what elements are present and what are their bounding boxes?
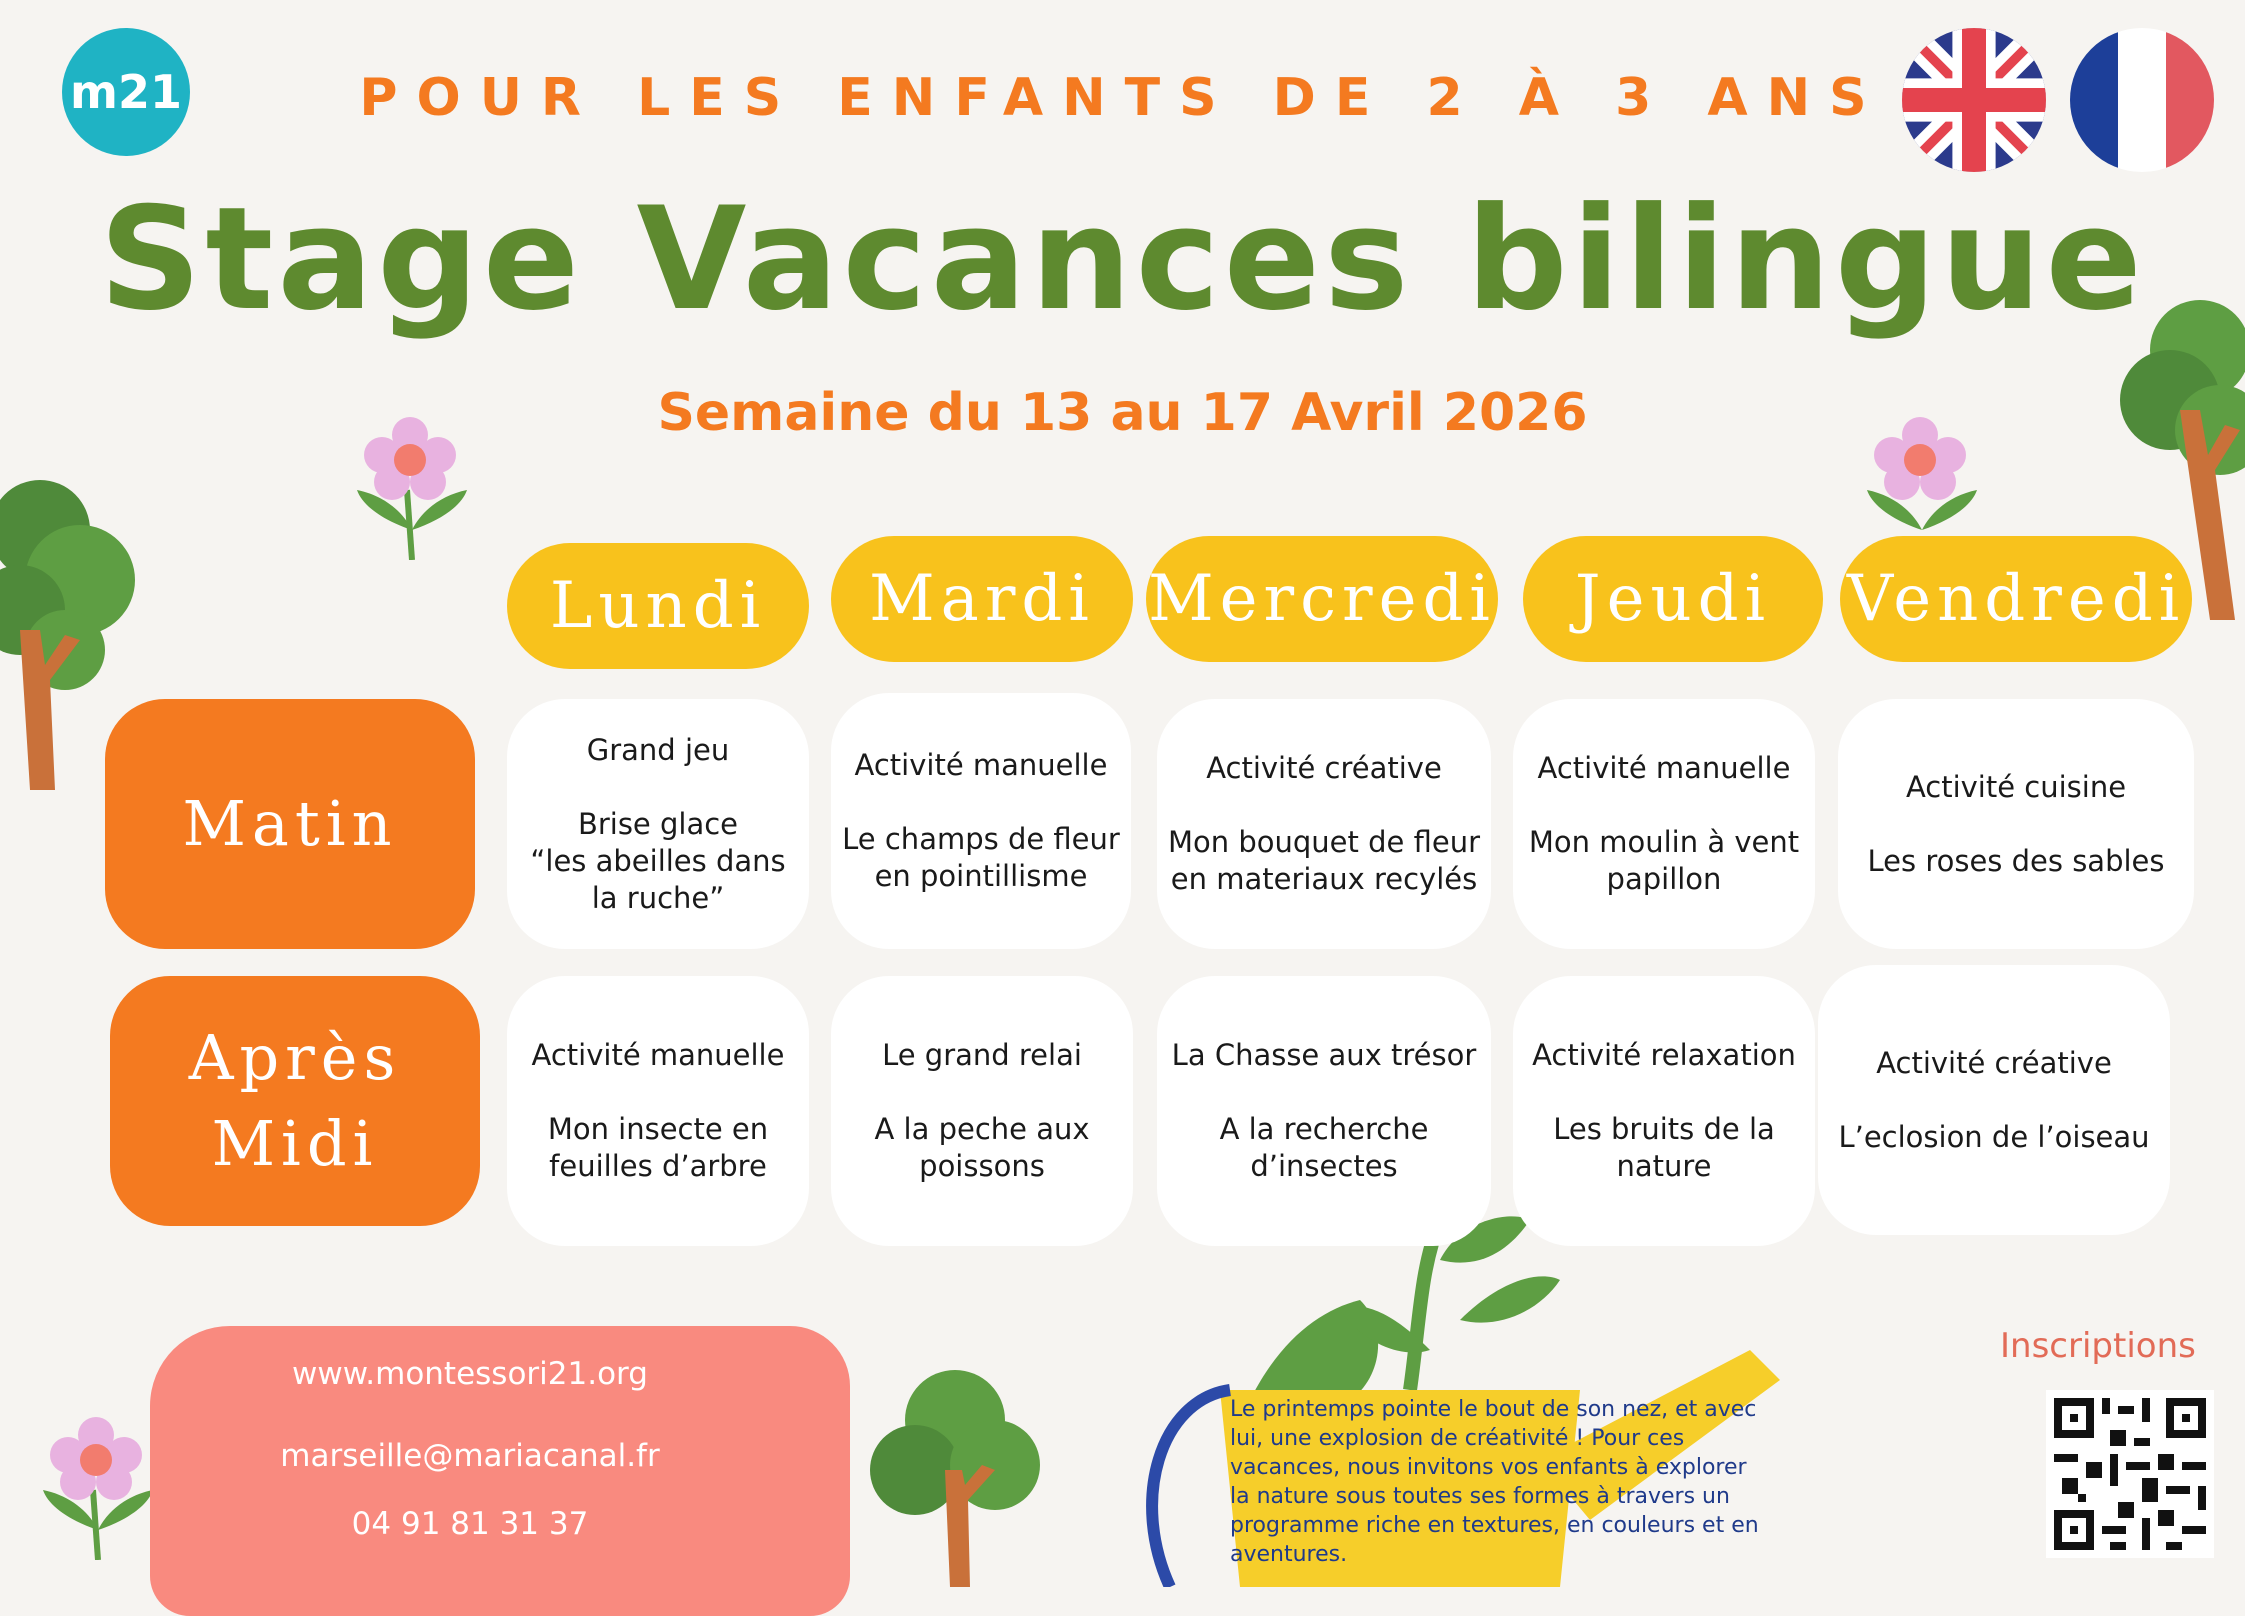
activity-cell-mercredi-apres-midi [1157, 976, 1491, 1246]
activity-type: Activité cuisine [1905, 769, 2127, 804]
activity-detail: A la recherche d’insectes [1219, 1112, 1429, 1183]
activity-detail: Mon bouquet de fleur en materiaux recylés [1168, 825, 1480, 896]
activity-cell-mardi-apres-midi [831, 976, 1133, 1246]
phone-number[interactable]: 04 91 81 31 37 [351, 1506, 589, 1542]
day-header-jeudi: Jeudi [1523, 536, 1823, 662]
page-title: Stage Vacances bilingue [99, 177, 2146, 342]
age-subtitle: POUR LES ENFANTS DE 2 À 3 ANS [359, 68, 1886, 128]
tree-icon [870, 1360, 1040, 1587]
activity-detail: L’eclosion de l’oiseau [1838, 1119, 2150, 1154]
activity-detail: Le champs de fleur en pointillisme [842, 822, 1120, 893]
activity-type: Activité manuelle [1537, 751, 1791, 785]
flower-icon [352, 410, 472, 560]
slot-label-matin: Matin [105, 699, 475, 949]
slot-label-apres-midi: Après Midi [110, 976, 480, 1226]
activity-type: La Chasse aux trésor [1171, 1038, 1477, 1072]
activity-detail: Les roses des sables [1867, 843, 2165, 878]
activity-type: Grand jeu [586, 732, 730, 767]
email-link[interactable]: marseille@mariacanal.fr [280, 1438, 660, 1474]
activity-detail: Les bruits de la nature [1553, 1112, 1775, 1183]
activity-detail: Mon insecte en feuilles d’arbre [547, 1112, 769, 1183]
inscriptions-label: Inscriptions [2000, 1326, 2196, 1366]
week-dates: Semaine du 13 au 17 Avril 2026 [657, 383, 1588, 443]
logo-text: m21 [70, 65, 182, 119]
activity-type: Activité relaxation [1532, 1038, 1796, 1072]
website-link[interactable]: www.montessori21.org [292, 1356, 648, 1392]
day-header-lundi: Lundi [507, 543, 809, 669]
activity-type: Activité manuelle [854, 748, 1108, 782]
day-header-vendredi: Vendredi [1840, 536, 2192, 662]
activity-detail: A la peche aux poissons [874, 1112, 1090, 1183]
activity-cell-lundi-apres-midi [507, 976, 809, 1246]
activity-cell-mercredi-matin [1157, 699, 1491, 949]
activity-cell-jeudi-apres-midi [1513, 976, 1815, 1246]
activity-cell-jeudi-matin [1513, 699, 1815, 949]
activity-cell-vendredi-matin [1838, 699, 2194, 949]
activity-type: Activité manuelle [531, 1038, 785, 1072]
activity-detail: Brise glace “les abeilles dans la ruche” [530, 806, 786, 915]
activity-type: Activité créative [1876, 1045, 2112, 1080]
activity-cell-vendredi-apres-midi [1818, 965, 2170, 1235]
contact-panel [150, 1326, 850, 1616]
qr-code-icon[interactable] [2046, 1390, 2214, 1558]
activity-type: Activité créative [1206, 751, 1442, 785]
spring-description: Le printemps pointe le bout de son nez, et avec lui, une explosion de créativité ! Pour ces vacances, nous invitons vos enfants à explorer la nature sous toutes ses formes à travers un programme riche en textures, en couleurs et en aventures. [1230, 1397, 1759, 1567]
activity-cell-mardi-matin [831, 693, 1131, 949]
activity-cell-lundi-matin [507, 699, 809, 949]
flower-icon [1862, 410, 1982, 540]
activity-type: Le grand relai [882, 1038, 1082, 1072]
flower-icon [38, 1410, 158, 1560]
day-header-mardi: Mardi [831, 536, 1133, 662]
day-header-mercredi: Mercredi [1146, 536, 1498, 662]
activity-detail: Mon moulin à vent papillon [1528, 825, 1800, 896]
